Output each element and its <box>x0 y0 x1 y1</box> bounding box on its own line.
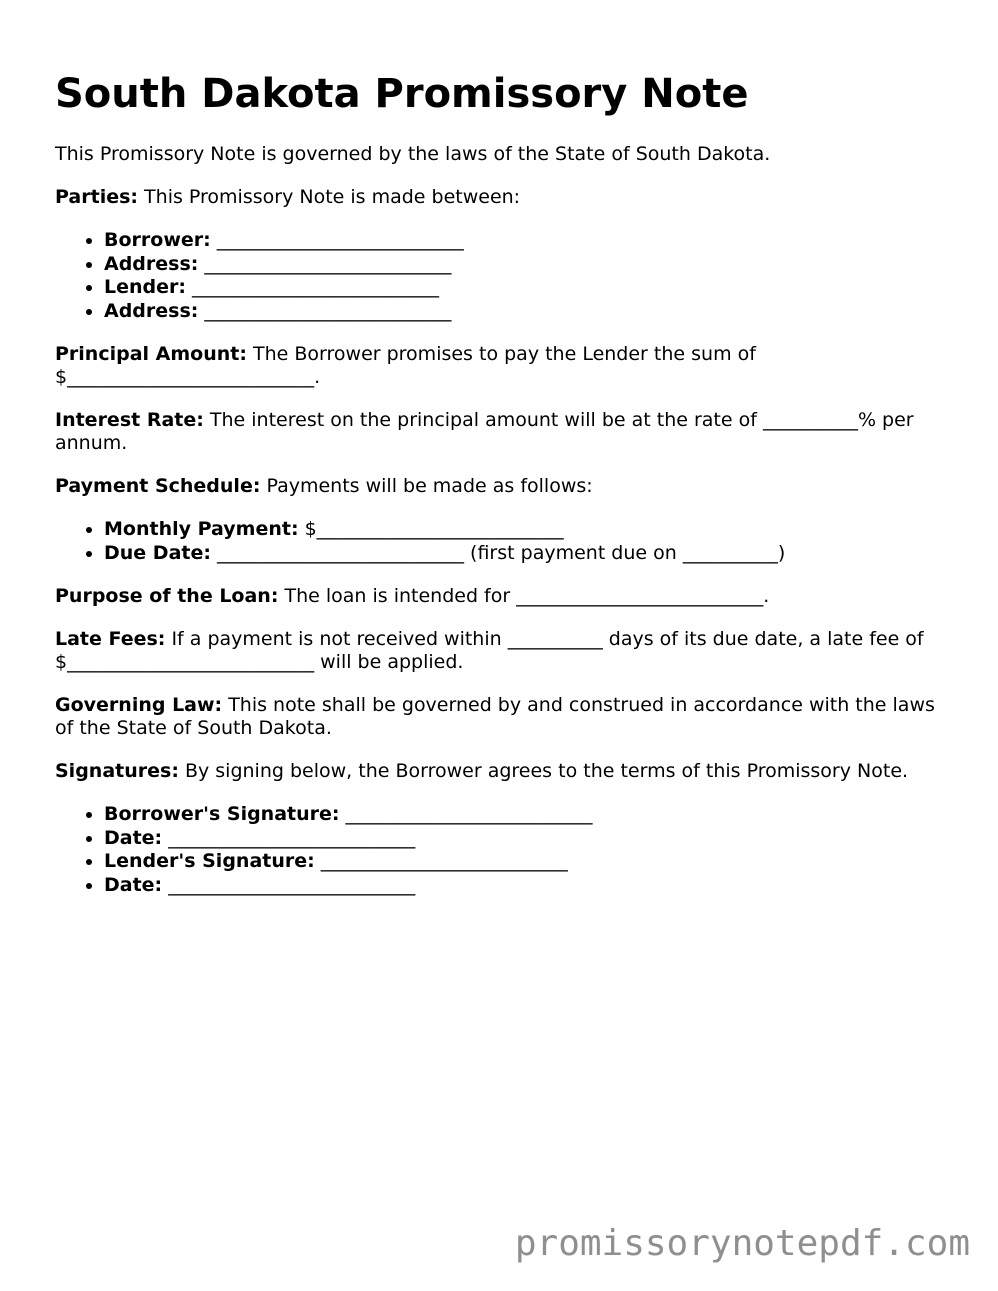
signatures-label: Signatures: <box>55 760 179 782</box>
monthly-payment-label: Monthly Payment: <box>104 518 299 540</box>
lender-label: Lender: <box>104 276 186 298</box>
payment-list <box>55 518 945 565</box>
lender-field: __________________________ <box>185 276 440 298</box>
signatures-paragraph <box>55 760 945 783</box>
list-item <box>104 803 945 827</box>
list-item <box>104 229 945 253</box>
list-item <box>104 874 945 898</box>
signatures-list <box>55 803 945 897</box>
list-item <box>104 542 945 566</box>
borrower-label: Borrower: <box>104 229 211 251</box>
purpose-text: The loan is intended for __________________________. <box>278 585 770 607</box>
parties-paragraph <box>55 186 945 209</box>
borrower-date-label: Date: <box>104 826 163 849</box>
borrower-field: __________________________ <box>210 229 464 251</box>
list-item <box>104 518 945 542</box>
late-fees-text: If a payment is not received within __________ days of its due date, a late fee of $__________________________ will be applied. <box>55 628 924 673</box>
governing-law-label: Governing Law: <box>55 694 223 716</box>
list-item <box>104 300 945 324</box>
parties-list <box>55 229 945 323</box>
list-item <box>104 850 945 874</box>
lender-address-field: __________________________ <box>198 299 452 322</box>
lender-address-label: Address: <box>104 299 199 322</box>
borrower-address-field: __________________________ <box>198 252 452 275</box>
borrower-signature-label: Borrower's Signature: <box>104 803 340 825</box>
late-fees-paragraph <box>55 628 945 674</box>
list-item <box>104 276 945 300</box>
interest-label: Interest Rate: <box>55 409 204 431</box>
interest-text: The interest on the principal amount will be at the rate of __________% per annum. <box>55 409 914 454</box>
document-body <box>55 143 945 917</box>
lender-signature-field: __________________________ <box>314 850 568 872</box>
due-date-field: __________________________ (first payment due on __________) <box>210 541 786 564</box>
payment-label: Payment Schedule: <box>55 475 261 497</box>
late-fees-label: Late Fees: <box>55 628 166 650</box>
governing-law-paragraph <box>55 694 945 740</box>
parties-text: This Promissory Note is made between: <box>138 186 521 208</box>
principal-paragraph <box>55 343 945 389</box>
intro-paragraph: This Promissory Note is governed by the laws of the State of South Dakota. <box>55 143 771 165</box>
footer-website: promissorynotepdf.com <box>514 1223 970 1264</box>
interest-paragraph <box>55 409 945 455</box>
parties-label: Parties: <box>55 186 138 208</box>
payment-text: Payments will be made as follows: <box>260 475 593 497</box>
principal-label: Principal Amount: <box>55 343 247 365</box>
purpose-label: Purpose of the Loan: <box>55 585 279 607</box>
due-date-label: Due Date: <box>104 541 211 564</box>
governing-law-text: This note shall be governed by and construed in accordance with the laws of the State of South Dakota. <box>55 694 935 739</box>
borrower-signature-field: __________________________ <box>339 803 593 825</box>
list-item <box>104 827 945 851</box>
signatures-text: By signing below, the Borrower agrees to the terms of this Promissory Note. <box>178 760 909 782</box>
borrower-address-label: Address: <box>104 252 199 275</box>
lender-signature-label: Lender's Signature: <box>104 850 315 872</box>
lender-date-label: Date: <box>104 873 163 896</box>
borrower-date-field: __________________________ <box>162 826 416 849</box>
list-item <box>104 253 945 277</box>
purpose-paragraph <box>55 585 945 608</box>
principal-text: The Borrower promises to pay the Lender the sum of $__________________________. <box>55 343 756 388</box>
payment-paragraph <box>55 475 945 498</box>
lender-date-field: __________________________ <box>162 873 416 896</box>
page-title: South Dakota Promissory Note <box>55 71 749 117</box>
monthly-payment-field: $__________________________ <box>298 518 564 540</box>
